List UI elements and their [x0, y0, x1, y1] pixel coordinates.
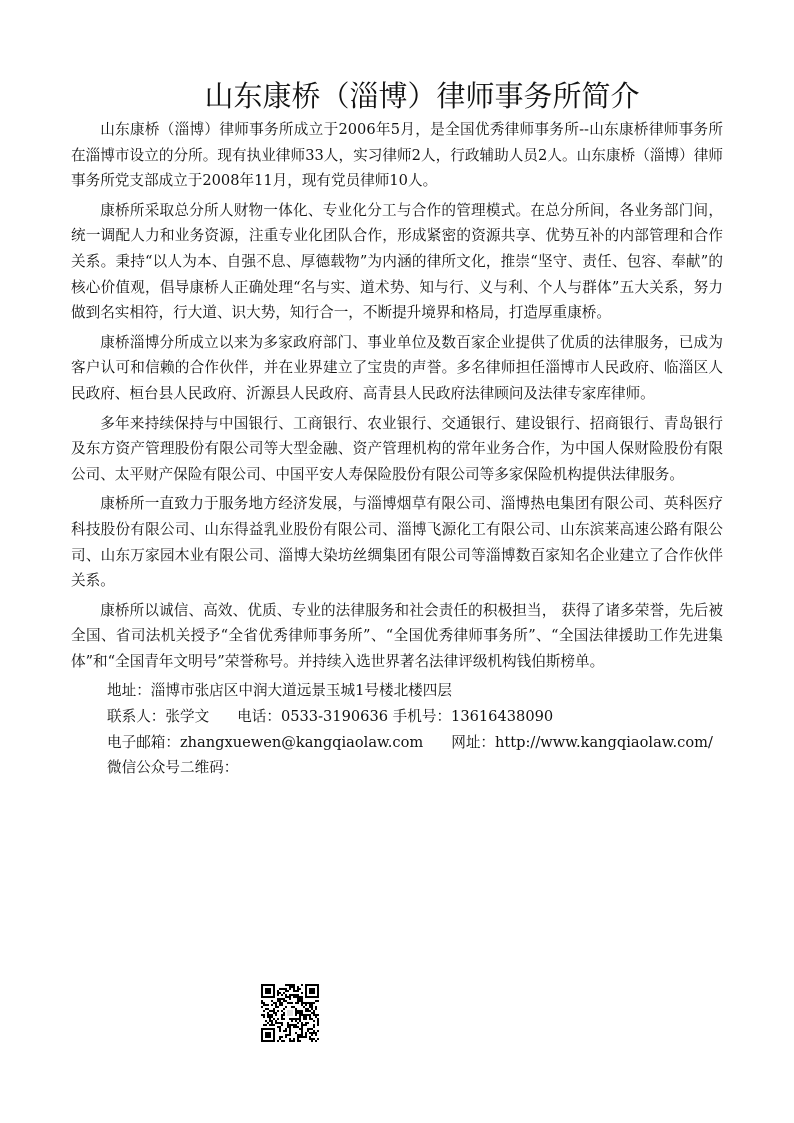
- contact-info: [71, 678, 723, 780]
- paragraph-honors: 康桥所以诚信、高效、优质、专业的法律服务和社会责任的积极担当， 获得了诸多荣誉，先后被全国、省司法机关授予“全省优秀律师事务所”、“全国优秀律师事务所”、“全国法律援助工作先进集体”和“全国青年文明号”荣誉称号。并持续入选世界著名法律评级机构钱伯斯榜单。: [71, 601, 723, 670]
- contact-person: 联系人：张学文: [107, 708, 210, 726]
- paragraph-financial-clients: 多年来持续保持与中国银行、工商银行、农业银行、交通银行、建设银行、招商银行、青岛银行及东方资产管理股份有限公司等大型金融、资产管理机构的常年业务合作，为中国人保财险股份有限公司、太平财产保险有限公司、中国平安人寿保险股份有限公司等多家保险机构提供法律服务。: [71, 414, 723, 483]
- email-web-line: [71, 730, 723, 756]
- paragraph-intro: 山东康桥（淄博）律师事务所成立于2006年5月，是全国优秀律师事务所--山东康桥律师事务所在淄博市设立的分所。现有执业律师33人，实习律师2人，行政辅助人员2人。山东康桥（淄博）律师事务所党支部成立于2008年11月，现有党员律师10人。: [71, 121, 723, 190]
- qr-code-graphic: [261, 984, 319, 1042]
- wechat-label: 微信公众号二维码：: [107, 759, 239, 777]
- website[interactable]: 网址：http://www.kangqiaolaw.com/: [451, 733, 713, 751]
- address-line: 地址：淄博市张店区中润大道远景玉城1号楼北楼四层: [107, 682, 452, 700]
- email[interactable]: 电子邮箱：zhangxuewen@kangqiaolaw.com: [107, 733, 424, 751]
- mobile-phone: 手机号：13616438090: [392, 708, 554, 726]
- document-body: [71, 117, 723, 781]
- paragraph-management: 康桥所采取总分所人财物一体化、专业化分工与合作的管理模式。在总分所间，各业务部门间，统一调配人力和业务资源，注重专业化团队合作，形成紧密的资源共享、优势互补的内部管理和合作关系。秉持“以人为本、自强不息、厚德载物”为内涵的律所文化，推崇“坚守、责任、包容、奉献”的核心价值观，倡导康桥人正确处理“名与实、道术势、知与行、义与利、个人与群体”五大关系，努力做到名实相符，行大道、识大势，知行合一，不断提升境界和格局，打造厚重康桥。: [71, 201, 723, 322]
- paragraph-government-clients: 康桥淄博分所成立以来为多家政府部门、事业单位及数百家企业提供了优质的法律服务，已成为客户认可和信赖的合作伙伴，并在业界建立了宝贵的声誉。多名律师担任淄博市人民政府、临淄区人民政府、桓台县人民政府、沂源县人民政府、高青县人民政府法律顾问及法律专家库律师。: [71, 333, 723, 402]
- qr-code-icon: [261, 984, 319, 1042]
- office-phone: 电话：0533-3190636: [237, 708, 389, 726]
- phone-line: [71, 704, 723, 730]
- paragraph-enterprise-clients: 康桥所一直致力于服务地方经济发展，与淄博烟草有限公司、淄博热电集团有限公司、英科医疗科技股份有限公司、山东得益乳业股份有限公司、淄博飞源化工有限公司、山东滨莱高速公路有限公司、山东万家园木业有限公司、淄博大染坊丝绸集团有限公司等淄博数百家知名企业建立了合作伙伴关系。: [71, 495, 723, 590]
- page-title: 山东康桥（淄博）律师事务所简介: [204, 79, 640, 113]
